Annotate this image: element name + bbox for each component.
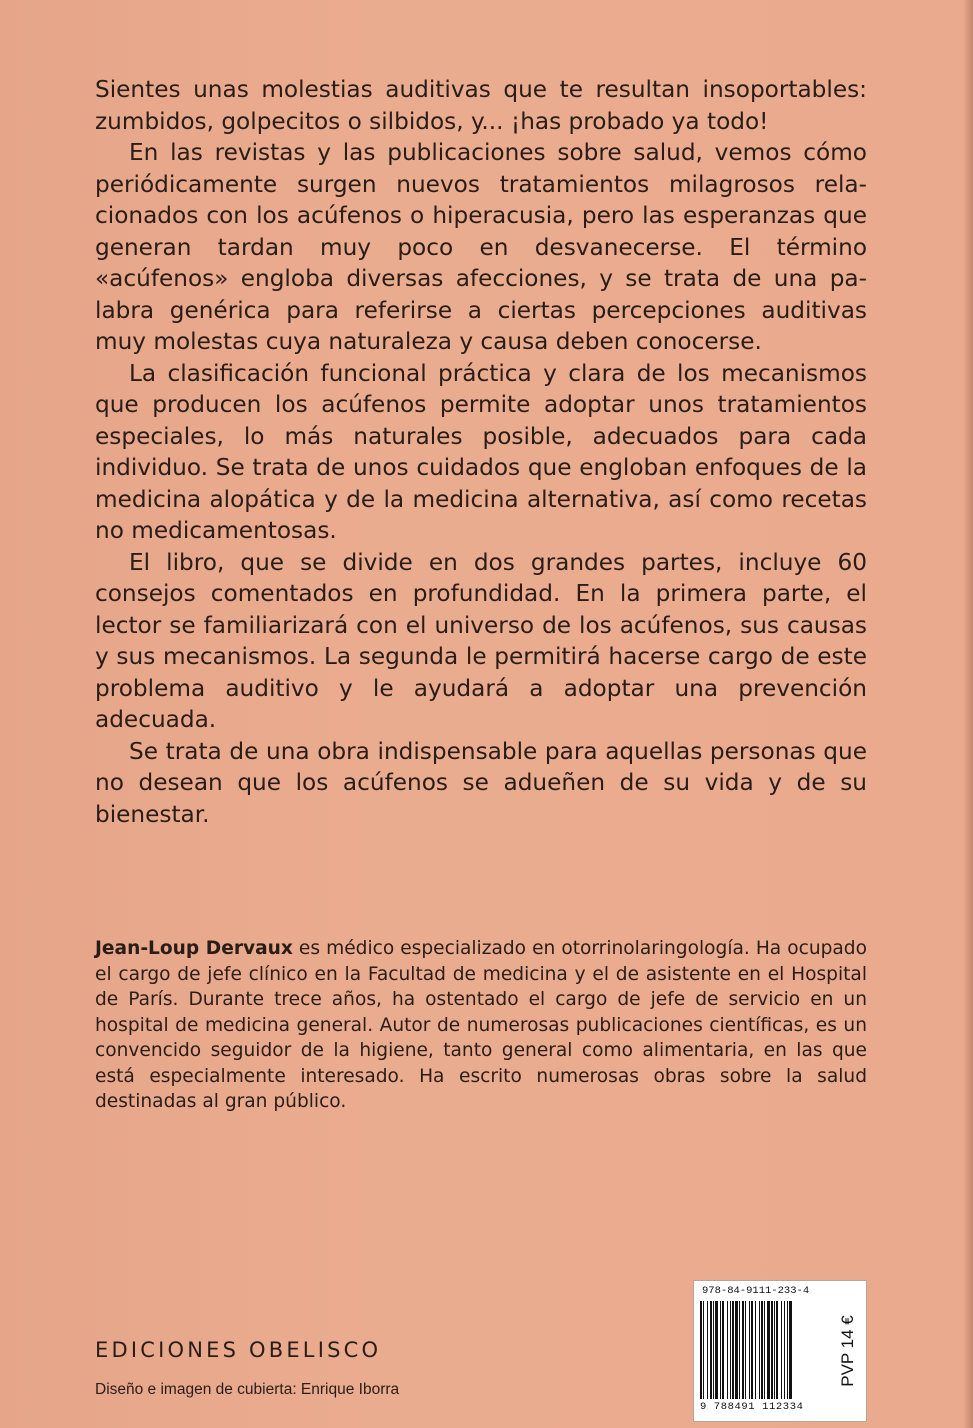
publisher-name: EDICIONES OBELISCO bbox=[95, 1338, 382, 1362]
price-label bbox=[834, 1286, 862, 1416]
ean-digits: 9 788491 112334 bbox=[700, 1401, 804, 1413]
blurb-paragraph-1: Sientes unas molestias auditivas que te resultan insoportables: zumbidos, golpecitos o silbidos, y... ¡has probado ya todo! bbox=[95, 76, 867, 135]
barcode-icon bbox=[700, 1301, 830, 1401]
blurb-paragraph-2: En las revistas y las publicaciones sobre salud, vemos cómo periódicamente surgen nuevos tratamientos milagrosos relacionados con los acúfenos o hiperacusia, pero las esperanzas que generan tardan muy poco en desvanecerse. El término «acúfenos» engloba diversas afecciones, y se trata de una palabra genérica para referirse a ciertas percepciones auditivas muy molestas cuya naturaleza y causa deben conocerse. bbox=[95, 139, 867, 355]
spine-shadow bbox=[963, 0, 973, 1428]
price-text: PVP 14 € bbox=[838, 1315, 857, 1387]
book-blurb bbox=[95, 74, 867, 830]
cover-design-credit: Diseño e imagen de cubierta: Enrique Iborra bbox=[95, 1381, 400, 1398]
author-bio bbox=[95, 936, 867, 1115]
blurb-paragraph-5: Se trata de una obra indispensable para aquellas personas que no desean que los acúfenos se adueñen de su vida y de su bienestar. bbox=[95, 737, 867, 828]
blurb-paragraph-4: El libro, que se divide en dos grandes partes, incluye 60 consejos comentados en profundidad. En la primera parte, el lector se familiarizará con el universo de los acúfenos, sus causas y sus mecanismos. La segunda le permitirá hacerse cargo de este problema auditivo y le ayudará a adoptar una prevención adecuada. bbox=[95, 548, 867, 733]
isbn-text: 978-84-9111-233-4 bbox=[702, 1285, 810, 1297]
blurb-paragraph-3: La clasificación funcional práctica y clara de los mecanismos que producen los acúfenos permite adoptar unos tratamientos especiales, lo más naturales posible, adecuados para cada individuo. Se trata de unos cuidados que engloban enfoques de la medicina alopática y de la medicina alternativa, así como recetas no medicamentosas. bbox=[95, 359, 867, 544]
barcode-label bbox=[693, 1280, 867, 1422]
author-bio-text: es médico especializado en otorrinolaringología. Ha ocupado el cargo de jefe clínico en la Facultad de medicina y el de asistente en el Hospital de París. Durante trece años, ha ostentado el cargo de jefe de servicio en un hospital de medicina general. Autor de numerosas publicaciones científicas, es un convencido seguidor de la higiene, tanto general como alimentaria, en las que está especialmente interesado. Ha escrito numerosas obras sobre la salud destinadas al gran público. bbox=[95, 938, 867, 1112]
author-name: Jean-Loup Dervaux bbox=[95, 938, 293, 959]
